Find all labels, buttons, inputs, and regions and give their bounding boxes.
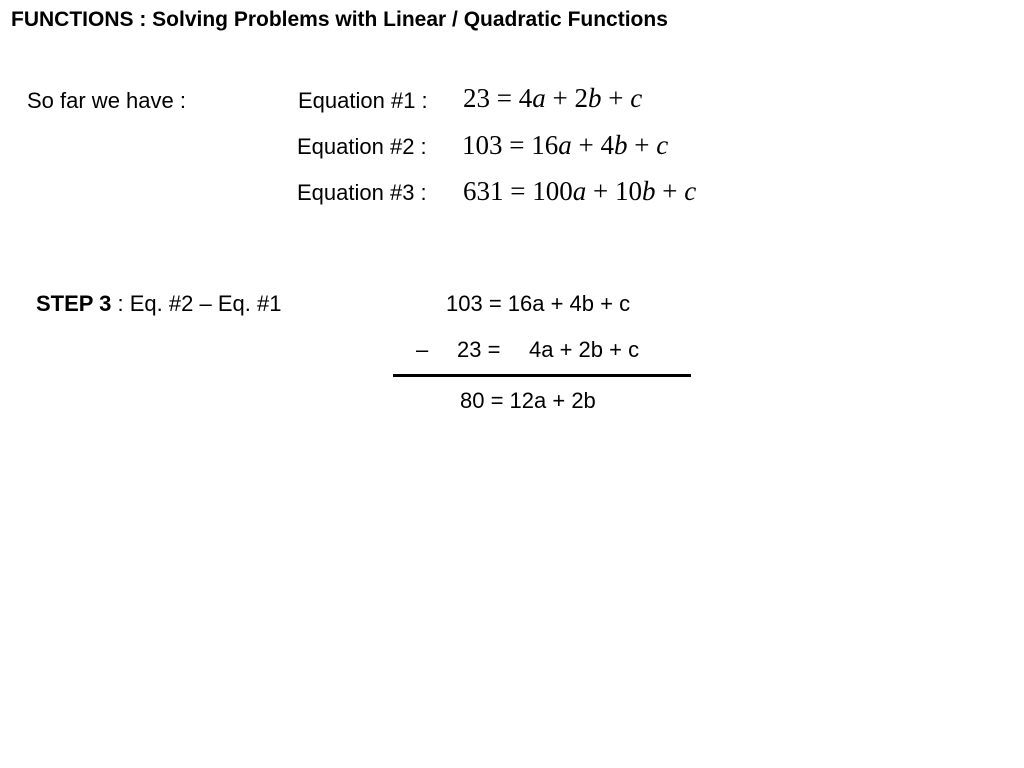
subtraction-line-1: 103 = 16a + 4b + c — [446, 291, 631, 316]
equation-3-b-var: b — [641, 176, 656, 206]
equation-3-a-var: a — [572, 176, 587, 206]
subtraction-line-2-lhs: 23 = — [457, 337, 501, 362]
equation-2-b-coef: 4 — [600, 130, 614, 160]
equation-2-a-var: a — [558, 130, 572, 160]
equation-2-formula: 103 = 16a + 4b + c — [462, 130, 669, 160]
equation-3-label: Equation #3 : — [297, 180, 427, 205]
equation-1-b-var: b — [587, 83, 602, 113]
equation-2-c-term: c — [656, 130, 669, 160]
intro-label: So far we have : — [27, 88, 186, 113]
equation-1-a-var: a — [532, 83, 546, 113]
equation-1-c-term: c — [630, 83, 643, 113]
equation-2-b-var: b — [613, 130, 628, 160]
step-3-description: : Eq. #2 – Eq. #1 — [111, 291, 282, 316]
equation-1-lhs: 23 — [463, 83, 490, 113]
equation-1-label: Equation #1 : — [298, 88, 428, 113]
step-3-heading — [36, 291, 281, 317]
equation-1-b-coef: 2 — [574, 83, 588, 113]
equation-1-formula: 23 = 4a + 2b + c — [463, 83, 643, 113]
equation-3-lhs: 631 — [463, 176, 504, 206]
equation-2-a-coef: 16 — [531, 130, 559, 160]
subtraction-line-2-rhs: 4a + 2b + c — [529, 337, 640, 362]
equation-3-formula: 631 = 100a + 10b + c — [463, 176, 697, 206]
equation-1-a-coef: 4 — [518, 83, 533, 113]
step-3-label: STEP 3 — [36, 291, 112, 316]
equation-2-label: Equation #2 : — [297, 134, 427, 159]
equation-2-lhs: 103 — [462, 130, 503, 160]
page-title: FUNCTIONS : Solving Problems with Linear / Quadratic Functions — [11, 8, 668, 31]
equation-3-b-coef: 10 — [614, 176, 642, 206]
subtraction-result: 80 = 12a + 2b — [460, 388, 596, 413]
equation-3-c-term: c — [684, 176, 697, 206]
subtraction-rule — [393, 374, 691, 377]
equation-3-a-coef: 100 — [532, 176, 573, 206]
minus-sign: – — [416, 337, 429, 362]
